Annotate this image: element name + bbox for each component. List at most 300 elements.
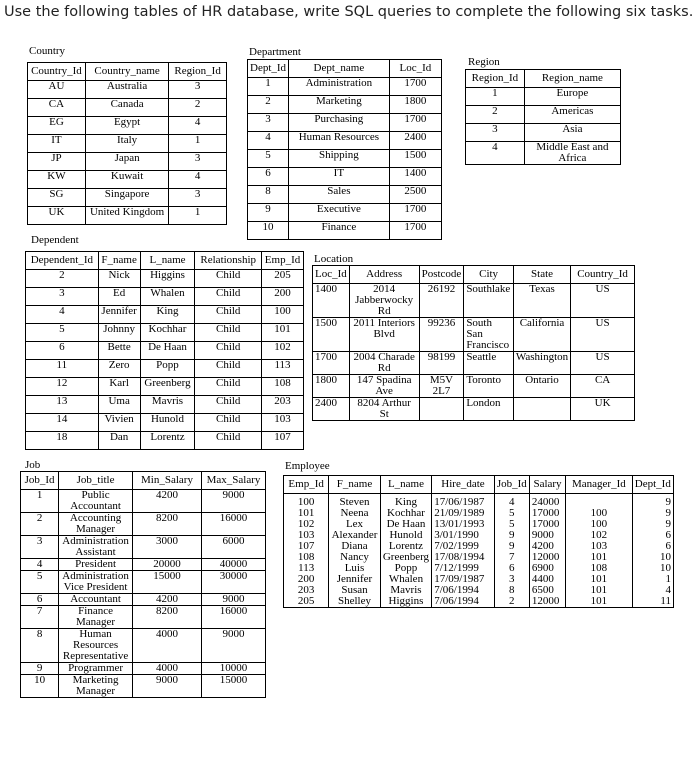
table-cell: 10: [632, 563, 673, 574]
table-cell: Hunold: [380, 530, 432, 541]
table-cell: Uma: [98, 396, 140, 414]
table-cell: 16000: [202, 513, 266, 536]
table-cell: 9000: [202, 594, 266, 606]
table-row: [21, 559, 266, 571]
table-cell: IT: [28, 135, 86, 153]
table-row: [313, 375, 635, 398]
table-cell: Steven: [329, 494, 380, 509]
table-cell: 1400: [313, 284, 350, 318]
table-cell: Nick: [98, 270, 140, 288]
table-cell: 102: [262, 342, 304, 360]
table-cell: 108: [566, 563, 632, 574]
table-cell: Vivien: [98, 414, 140, 432]
employee-caption: Employee: [285, 460, 330, 472]
table-cell: Kochhar: [380, 508, 432, 519]
table-cell: Greenberg: [140, 378, 195, 396]
table-cell: 9000: [132, 675, 201, 698]
table-cell: 20000: [132, 559, 201, 571]
table-row: [248, 222, 442, 240]
table-cell: 4000: [132, 629, 201, 663]
table-cell: Programmer: [59, 663, 133, 675]
table-row: [28, 117, 227, 135]
table-cell: Bette: [98, 342, 140, 360]
table-cell: 17/08/1994: [432, 552, 494, 563]
table-cell: Marketing: [289, 96, 390, 114]
table-cell: 107: [284, 541, 329, 552]
table-cell: 21/09/1989: [432, 508, 494, 519]
table-row: [21, 571, 266, 594]
table-cell: 26192: [419, 284, 464, 318]
table-cell: Child: [195, 432, 262, 450]
table-cell: 6000: [202, 536, 266, 559]
table-cell: 100: [566, 508, 632, 519]
table-cell: CA: [28, 99, 86, 117]
table-cell: 17000: [529, 519, 565, 530]
table-cell: US: [571, 284, 635, 318]
table-header-row: [284, 476, 674, 494]
table-cell: 17000: [529, 508, 565, 519]
table-row: [21, 675, 266, 698]
table-cell: 18: [26, 432, 99, 450]
table-cell: Child: [195, 342, 262, 360]
table-cell: IT: [289, 168, 390, 186]
table-cell: 9: [494, 541, 529, 552]
table-cell: 6: [494, 563, 529, 574]
table-cell: 17/09/1987: [432, 574, 494, 585]
table-row: [26, 414, 304, 432]
column-header: L_name: [140, 252, 195, 270]
table-cell: 3/01/1990: [432, 530, 494, 541]
table-cell: 1: [466, 88, 525, 106]
table-cell: 8200: [132, 513, 201, 536]
column-header: Dept_name: [289, 60, 390, 78]
table-cell: US: [571, 318, 635, 352]
table-row: [313, 318, 635, 352]
table-cell: United Kingdom: [85, 207, 168, 225]
column-header: Min_Salary: [132, 472, 201, 490]
table-cell: Hunold: [140, 414, 195, 432]
table-cell: 3: [169, 153, 227, 171]
table-cell: 102: [566, 530, 632, 541]
table-row: [248, 150, 442, 168]
table-cell: 9000: [202, 629, 266, 663]
table-cell: 108: [262, 378, 304, 396]
table-cell: 1500: [389, 150, 441, 168]
table-cell: 12000: [529, 596, 565, 608]
table-cell: Marketing Manager: [59, 675, 133, 698]
table-cell: 1: [248, 78, 289, 96]
table-cell: 6: [248, 168, 289, 186]
table-row: [248, 204, 442, 222]
table-cell: 9: [21, 663, 59, 675]
table-cell: 200: [262, 288, 304, 306]
table-cell: 4: [169, 171, 227, 189]
table-row: [284, 574, 674, 585]
table-cell: 11: [632, 596, 673, 608]
column-header: Address: [349, 266, 419, 284]
table-cell: 2: [169, 99, 227, 117]
table-cell: 101: [566, 552, 632, 563]
column-header: Loc_Id: [313, 266, 350, 284]
table-cell: 103: [262, 414, 304, 432]
table-cell: 7/06/1994: [432, 585, 494, 596]
employee-table: [283, 475, 674, 608]
job-table: [20, 471, 266, 698]
table-cell: 5: [21, 571, 59, 594]
table-cell: AU: [28, 81, 86, 99]
table-cell: 2: [21, 513, 59, 536]
table-cell: California: [513, 318, 570, 352]
table-cell: 2: [466, 106, 525, 124]
table-cell: Accountant: [59, 594, 133, 606]
table-cell: 2: [494, 596, 529, 608]
table-cell: Zero: [98, 360, 140, 378]
table-cell: 8: [248, 186, 289, 204]
table-cell: 24000: [529, 494, 565, 509]
table-cell: Purchasing: [289, 114, 390, 132]
table-cell: 3: [466, 124, 525, 142]
table-cell: 12000: [529, 552, 565, 563]
table-cell: 11: [26, 360, 99, 378]
column-header: Loc_Id: [389, 60, 441, 78]
column-header: Manager_Id: [566, 476, 632, 494]
table-cell: 4400: [529, 574, 565, 585]
dependent-table: [25, 251, 304, 450]
table-cell: Child: [195, 378, 262, 396]
column-header: Region_name: [524, 70, 620, 88]
table-cell: 4: [21, 559, 59, 571]
table-cell: Dan: [98, 432, 140, 450]
table-cell: Southlake: [464, 284, 514, 318]
table-cell: 107: [262, 432, 304, 450]
table-cell: SG: [28, 189, 86, 207]
table-cell: Neena: [329, 508, 380, 519]
table-cell: Whalen: [140, 288, 195, 306]
table-cell: Italy: [85, 135, 168, 153]
table-cell: 205: [262, 270, 304, 288]
table-cell: 100: [566, 519, 632, 530]
table-cell: 14: [26, 414, 99, 432]
table-cell: 15000: [132, 571, 201, 594]
table-cell: 2: [248, 96, 289, 114]
table-cell: 100: [262, 306, 304, 324]
table-cell: UK: [28, 207, 86, 225]
table-row: [313, 352, 635, 375]
table-cell: 1700: [389, 78, 441, 96]
table-cell: Lorentz: [140, 432, 195, 450]
table-cell: 1700: [389, 222, 441, 240]
table-row: [284, 585, 674, 596]
table-cell: Child: [195, 270, 262, 288]
table-cell: 1: [632, 574, 673, 585]
table-cell: Ontario: [513, 375, 570, 398]
table-cell: Singapore: [85, 189, 168, 207]
table-cell: 4: [494, 494, 529, 509]
table-cell: Executive: [289, 204, 390, 222]
table-cell: 8: [21, 629, 59, 663]
table-row: [26, 306, 304, 324]
table-cell: 101: [566, 574, 632, 585]
column-header: F_name: [98, 252, 140, 270]
table-cell: 1800: [313, 375, 350, 398]
table-row: [28, 189, 227, 207]
table-cell: 10: [632, 552, 673, 563]
table-cell: 147 Spadina Ave: [349, 375, 419, 398]
column-header: Country_Id: [28, 63, 86, 81]
table-cell: [566, 494, 632, 509]
table-cell: Public Accountant: [59, 490, 133, 513]
table-cell: 203: [262, 396, 304, 414]
table-cell: 1700: [313, 352, 350, 375]
table-cell: Canada: [85, 99, 168, 117]
table-cell: Administration Assistant: [59, 536, 133, 559]
table-row: [28, 171, 227, 189]
table-cell: Child: [195, 324, 262, 342]
table-cell: Child: [195, 306, 262, 324]
table-cell: 8204 Arthur St: [349, 398, 419, 421]
table-header-row: [248, 60, 442, 78]
column-header: Job_Id: [21, 472, 59, 490]
department-table: [247, 59, 442, 240]
table-header-row: [26, 252, 304, 270]
table-row: [466, 142, 621, 165]
table-cell: 17/06/1987: [432, 494, 494, 509]
table-row: [26, 270, 304, 288]
column-header: Job_Id: [494, 476, 529, 494]
column-header: Dependent_Id: [26, 252, 99, 270]
table-cell: Mavris: [140, 396, 195, 414]
region-caption: Region: [468, 56, 500, 68]
table-cell: Child: [195, 288, 262, 306]
table-cell: 4200: [132, 490, 201, 513]
location-caption: Location: [314, 253, 354, 265]
table-cell: 101: [566, 596, 632, 608]
table-row: [28, 207, 227, 225]
table-cell: 9: [632, 494, 673, 509]
table-cell: Nancy: [329, 552, 380, 563]
table-cell: Higgins: [380, 596, 432, 608]
table-cell: 7: [494, 552, 529, 563]
table-cell: Diana: [329, 541, 380, 552]
table-cell: Susan: [329, 585, 380, 596]
table-cell: 16000: [202, 606, 266, 629]
table-cell: 2: [26, 270, 99, 288]
department-caption: Department: [249, 46, 301, 58]
table-cell: 101: [284, 508, 329, 519]
table-cell: 2500: [389, 186, 441, 204]
table-cell: 8200: [132, 606, 201, 629]
table-cell: [419, 398, 464, 421]
region-table: [465, 69, 621, 165]
table-row: [26, 360, 304, 378]
column-header: City: [464, 266, 514, 284]
table-cell: London: [464, 398, 514, 421]
table-cell: Jennifer: [329, 574, 380, 585]
table-cell: Child: [195, 360, 262, 378]
table-cell: De Haan: [140, 342, 195, 360]
column-header: Max_Salary: [202, 472, 266, 490]
table-row: [26, 432, 304, 450]
table-cell: 98199: [419, 352, 464, 375]
table-cell: 12: [26, 378, 99, 396]
column-header: Job_title: [59, 472, 133, 490]
table-row: [28, 81, 227, 99]
table-cell: 3: [248, 114, 289, 132]
table-cell: Greenberg: [380, 552, 432, 563]
table-cell: 30000: [202, 571, 266, 594]
table-row: [26, 378, 304, 396]
table-cell: KW: [28, 171, 86, 189]
table-cell: Popp: [140, 360, 195, 378]
table-cell: Texas: [513, 284, 570, 318]
table-cell: 6: [21, 594, 59, 606]
column-header: Region_Id: [466, 70, 525, 88]
table-row: [248, 96, 442, 114]
table-cell: Sales: [289, 186, 390, 204]
table-cell: 200: [284, 574, 329, 585]
table-cell: Toronto: [464, 375, 514, 398]
column-header: Country_Id: [571, 266, 635, 284]
table-cell: 7/02/1999: [432, 541, 494, 552]
table-cell: 3: [494, 574, 529, 585]
table-cell: 5: [248, 150, 289, 168]
table-cell: Seattle: [464, 352, 514, 375]
table-cell: 103: [284, 530, 329, 541]
table-cell: 4: [169, 117, 227, 135]
table-cell: 5: [26, 324, 99, 342]
table-cell: 6: [632, 541, 673, 552]
table-cell: 9: [248, 204, 289, 222]
table-cell: King: [140, 306, 195, 324]
table-cell: Administration Vice President: [59, 571, 133, 594]
table-cell: Kochhar: [140, 324, 195, 342]
table-row: [28, 135, 227, 153]
table-cell: Higgins: [140, 270, 195, 288]
table-cell: 99236: [419, 318, 464, 352]
table-row: [248, 168, 442, 186]
table-row: [248, 186, 442, 204]
table-cell: CA: [571, 375, 635, 398]
table-row: [26, 342, 304, 360]
table-cell: 3000: [132, 536, 201, 559]
table-cell: 7: [21, 606, 59, 629]
table-cell: 2014 Jabberwocky Rd: [349, 284, 419, 318]
table-cell: 101: [566, 585, 632, 596]
table-row: [313, 284, 635, 318]
table-cell: 1700: [389, 114, 441, 132]
table-cell: M5V 2L7: [419, 375, 464, 398]
table-cell: 4200: [132, 594, 201, 606]
table-row: [284, 596, 674, 608]
table-cell: Americas: [524, 106, 620, 124]
table-row: [466, 106, 621, 124]
table-cell: 102: [284, 519, 329, 530]
table-cell: Luis: [329, 563, 380, 574]
table-cell: Alexander: [329, 530, 380, 541]
table-cell: 4: [466, 142, 525, 165]
table-cell: 10000: [202, 663, 266, 675]
table-cell: Finance Manager: [59, 606, 133, 629]
table-cell: 9000: [202, 490, 266, 513]
table-cell: Administration: [289, 78, 390, 96]
table-cell: 6: [26, 342, 99, 360]
country-caption: Country: [29, 45, 66, 57]
table-cell: South San Francisco: [464, 318, 514, 352]
table-cell: Whalen: [380, 574, 432, 585]
table-cell: 7/12/1999: [432, 563, 494, 574]
column-header: Relationship: [195, 252, 262, 270]
table-cell: 1: [169, 207, 227, 225]
table-cell: 6500: [529, 585, 565, 596]
table-cell: 13: [26, 396, 99, 414]
table-row: [313, 398, 635, 421]
table-header-row: [28, 63, 227, 81]
table-cell: Accounting Manager: [59, 513, 133, 536]
table-cell: Asia: [524, 124, 620, 142]
table-cell: 10: [21, 675, 59, 698]
table-row: [284, 552, 674, 563]
table-cell: 2400: [389, 132, 441, 150]
table-cell: 1400: [389, 168, 441, 186]
table-cell: Middle East and Africa: [524, 142, 620, 165]
column-header: Dept_Id: [248, 60, 289, 78]
job-caption: Job: [25, 459, 41, 471]
table-row: [248, 132, 442, 150]
table-cell: EG: [28, 117, 86, 135]
table-row: [21, 606, 266, 629]
table-row: [26, 324, 304, 342]
table-row: [21, 594, 266, 606]
table-cell: Japan: [85, 153, 168, 171]
table-cell: 8: [494, 585, 529, 596]
table-cell: 4: [26, 306, 99, 324]
table-cell: 9: [632, 519, 673, 530]
table-cell: Finance: [289, 222, 390, 240]
table-cell: 4: [248, 132, 289, 150]
table-row: [26, 288, 304, 306]
table-row: [21, 490, 266, 513]
table-cell: 40000: [202, 559, 266, 571]
column-header: State: [513, 266, 570, 284]
table-cell: Human Resources Representative: [59, 629, 133, 663]
table-cell: 6: [632, 530, 673, 541]
table-cell: 4000: [132, 663, 201, 675]
table-row: [284, 530, 674, 541]
table-cell: 9000: [529, 530, 565, 541]
table-cell: 10: [248, 222, 289, 240]
column-header: Hire_date: [432, 476, 494, 494]
table-cell: Australia: [85, 81, 168, 99]
table-cell: 101: [262, 324, 304, 342]
table-row: [284, 494, 674, 509]
table-cell: Ed: [98, 288, 140, 306]
table-cell: 1: [169, 135, 227, 153]
table-cell: 13/01/1993: [432, 519, 494, 530]
table-cell: 205: [284, 596, 329, 608]
table-row: [248, 114, 442, 132]
table-header-row: [466, 70, 621, 88]
table-cell: Lorentz: [380, 541, 432, 552]
table-cell: De Haan: [380, 519, 432, 530]
table-cell: Human Resources: [289, 132, 390, 150]
dependent-caption: Dependent: [31, 234, 79, 246]
table-cell: Karl: [98, 378, 140, 396]
table-cell: 7/06/1994: [432, 596, 494, 608]
column-header: F_name: [329, 476, 380, 494]
table-cell: Washington: [513, 352, 570, 375]
column-header: Salary: [529, 476, 565, 494]
table-cell: 1: [21, 490, 59, 513]
